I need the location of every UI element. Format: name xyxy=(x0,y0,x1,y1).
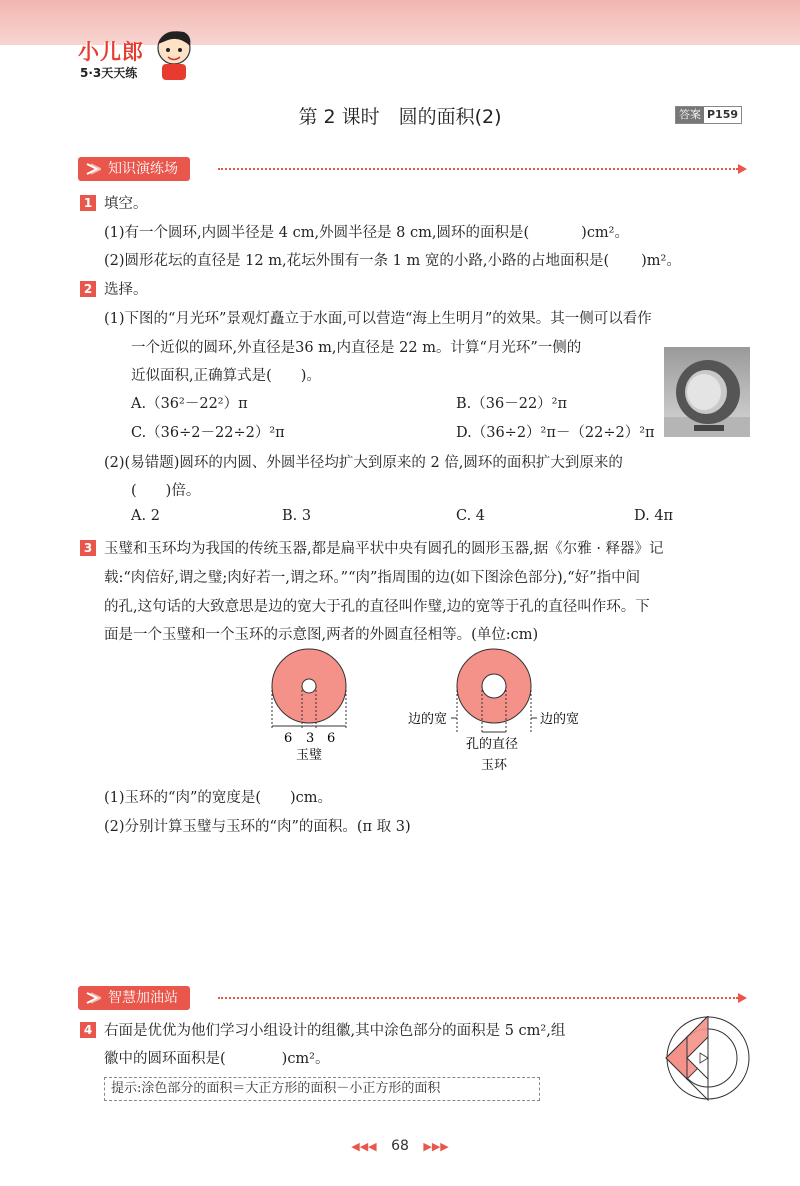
jade-bi-figure xyxy=(262,648,362,764)
brand-subtitle: 5·3天天练 xyxy=(80,66,138,80)
q2-p2-option-b[interactable]: B. 3 xyxy=(282,508,312,524)
q1-part1: (1)有一个圆环,内圆半径是 4 cm,外圆半径是 8 cm,圆环的面积是( )cm²。 xyxy=(104,225,629,241)
q2-p2-option-a[interactable]: A. 2 xyxy=(131,508,160,524)
q3-sub1: (1)玉环的“肉”的宽度是( )cm。 xyxy=(104,790,333,806)
q1-part2: (2)圆形花坛的直径是 12 m,花坛外围有一条 1 m 宽的小路,小路的占地面积是( )m²。 xyxy=(104,253,681,269)
bi-dim-left: 6 xyxy=(284,731,293,746)
section-tag-practice xyxy=(78,157,190,181)
q4-line1: 4 右面是优优为他们学习小组设计的组徽,其中涂色部分的面积是 5 cm²,组 xyxy=(80,1019,565,1040)
q3-line2: 载:“肉倍好,谓之璧;肉好若一,谓之环。”“肉”指周围的边(如下图涂色部分),“好”指中间 xyxy=(104,570,641,586)
q4-line2: 徽中的圆环面积是( )cm²。 xyxy=(104,1051,330,1067)
q3-line3: 的孔,这句话的大致意思是边的宽大于孔的直径叫作璧,边的宽等于孔的直径叫作环。下 xyxy=(104,599,650,615)
q2-number: 2 xyxy=(80,281,96,297)
section-tag-challenge xyxy=(78,986,190,1010)
group-badge-figure xyxy=(650,1016,754,1102)
huan-edge-left-label: 边的宽 xyxy=(408,712,448,727)
q4-number: 4 xyxy=(80,1022,96,1038)
q2-option-d[interactable]: D.（36÷2）²π－（22÷2）²π xyxy=(456,425,655,441)
section-tag-label: 知识演练场 xyxy=(108,161,178,177)
divider-arrow-icon xyxy=(738,993,747,1003)
prev-arrows-icon: ◀◀◀ xyxy=(351,1140,377,1153)
q2-option-b[interactable]: B.（36－22）²π xyxy=(456,396,568,412)
speed-arrow-icon xyxy=(85,162,101,176)
divider-arrow-icon xyxy=(738,164,747,174)
q3-line1: 3 玉璧和玉环均为我国的传统玉器,都是扁平状中央有圆孔的圆形玉器,据《尔雅 · 释器》记 xyxy=(80,537,664,558)
bi-dim-middle: 3 xyxy=(306,731,315,746)
answer-page: P159 xyxy=(707,108,739,121)
lesson-title: 第 2 课时 圆的面积(2) xyxy=(298,106,502,128)
section-divider xyxy=(218,168,738,170)
page-footer xyxy=(350,1138,450,1154)
q2-heading: 2 选择。 xyxy=(80,278,148,299)
q2-p2-option-d[interactable]: D. 4π xyxy=(634,508,674,524)
answer-reference[interactable] xyxy=(675,106,742,124)
jade-huan-figure xyxy=(404,648,604,774)
q2-p1-line3: 近似面积,正确算式是( )。 xyxy=(131,368,321,384)
q1-heading: 1 填空。 xyxy=(80,192,148,213)
q2-p1-line1: (1)下图的“月光环”景观灯矗立于水面,可以营造“海上生明月”的效果。其一侧可以看作 xyxy=(104,311,652,327)
q1-number: 1 xyxy=(80,195,96,211)
bi-label: 玉璧 xyxy=(296,748,323,763)
speed-arrow-icon xyxy=(85,991,101,1005)
q3-line4: 面是一个玉璧和一个玉环的示意图,两者的外圆直径相等。(单位:cm) xyxy=(104,627,539,643)
q3-number: 3 xyxy=(80,540,96,556)
page-number: 68 xyxy=(391,1138,409,1154)
mascot-icon xyxy=(150,26,198,82)
q2-p2-line1: (2)(易错题)圆环的内圆、外圆半径均扩大到原来的 2 倍,圆环的面积扩大到原来的 xyxy=(104,455,623,471)
q2-option-c[interactable]: C.（36÷2－22÷2）²π xyxy=(131,425,285,441)
section-divider xyxy=(218,997,738,999)
q2-option-a[interactable]: A.（36²－22²）π xyxy=(131,396,248,412)
moon-ring-photo xyxy=(664,347,750,437)
q2-p2-option-c[interactable]: C. 4 xyxy=(456,508,486,524)
next-arrows-icon: ▶▶▶ xyxy=(423,1140,449,1153)
bi-dim-right: 6 xyxy=(327,731,336,746)
hint-box: 提示:涂色部分的面积＝大正方形的面积－小正方形的面积 xyxy=(104,1077,540,1101)
section-tag-label: 智慧加油站 xyxy=(108,990,178,1006)
huan-label: 玉环 xyxy=(481,758,508,773)
huan-edge-right-label: 边的宽 xyxy=(540,712,580,727)
q2-p2-line2: ( )倍。 xyxy=(131,483,201,499)
brand-title: 小儿郎 xyxy=(78,40,144,64)
answer-label: 答案 xyxy=(676,107,704,123)
q2-p1-line2: 一个近似的圆环,外直径是36 m,内直径是 22 m。计算“月光环”一侧的 xyxy=(131,340,582,356)
q3-sub2: (2)分别计算玉璧与玉环的“肉”的面积。(π 取 3) xyxy=(104,819,411,835)
huan-hole-label: 孔的直径 xyxy=(466,737,519,752)
